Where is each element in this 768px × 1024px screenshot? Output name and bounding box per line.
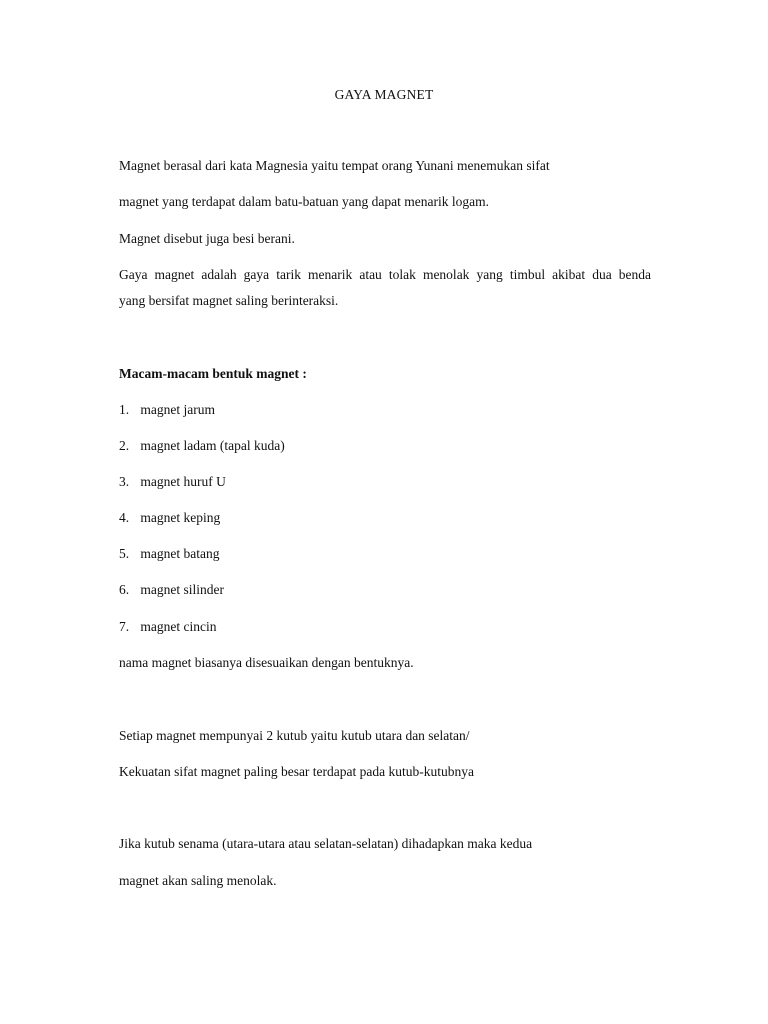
interaction-line-2: magnet akan saling menolak. bbox=[119, 873, 277, 888]
list-text: magnet keping bbox=[140, 510, 221, 525]
list-number: 4. bbox=[119, 510, 130, 525]
list-item bbox=[119, 509, 220, 527]
shapes-note: nama magnet biasanya disesuaikan dengan bentuknya. bbox=[119, 655, 414, 670]
list-item bbox=[119, 581, 224, 599]
list-number: 2. bbox=[119, 438, 130, 453]
list-number: 1. bbox=[119, 402, 130, 417]
list-text: magnet ladam (tapal kuda) bbox=[140, 438, 285, 453]
list-text: magnet jarum bbox=[140, 402, 215, 417]
list-text: magnet huruf U bbox=[140, 474, 226, 489]
list-item bbox=[119, 437, 285, 455]
definition-line-2: yang bersifat magnet saling berinteraksi. bbox=[119, 293, 339, 308]
list-number: 5. bbox=[119, 546, 130, 561]
list-number: 7. bbox=[119, 619, 130, 634]
poles-line-2: Kekuatan sifat magnet paling besar terdapat pada kutub-kutubnya bbox=[119, 764, 475, 779]
list-number: 6. bbox=[119, 582, 130, 597]
shapes-heading: Macam-macam bentuk magnet : bbox=[119, 366, 307, 381]
intro-line-3: Magnet disebut juga besi berani. bbox=[119, 231, 295, 246]
list-item bbox=[119, 401, 215, 419]
document-title: GAYA MAGNET bbox=[334, 87, 434, 102]
list-item bbox=[119, 545, 219, 563]
list-item bbox=[119, 618, 216, 636]
interaction-line-1: Jika kutub senama (utara-utara atau selatan-selatan) dihadapkan maka kedua bbox=[119, 836, 533, 851]
intro-line-2: magnet yang terdapat dalam batu-batuan yang dapat menarik logam. bbox=[119, 194, 489, 209]
poles-line-1: Setiap magnet mempunyai 2 kutub yaitu kutub utara dan selatan/ bbox=[119, 728, 470, 743]
list-text: magnet batang bbox=[140, 546, 220, 561]
intro-line-1: Magnet berasal dari kata Magnesia yaitu tempat orang Yunani menemukan sifat bbox=[119, 158, 550, 173]
list-text: magnet silinder bbox=[140, 582, 224, 597]
list-text: magnet cincin bbox=[140, 619, 217, 634]
definition-line-1: Gaya magnet adalah gaya tarik menarik atau tolak menolak yang timbul akibat dua benda bbox=[119, 267, 651, 282]
list-number: 3. bbox=[119, 474, 130, 489]
list-item bbox=[119, 473, 226, 491]
